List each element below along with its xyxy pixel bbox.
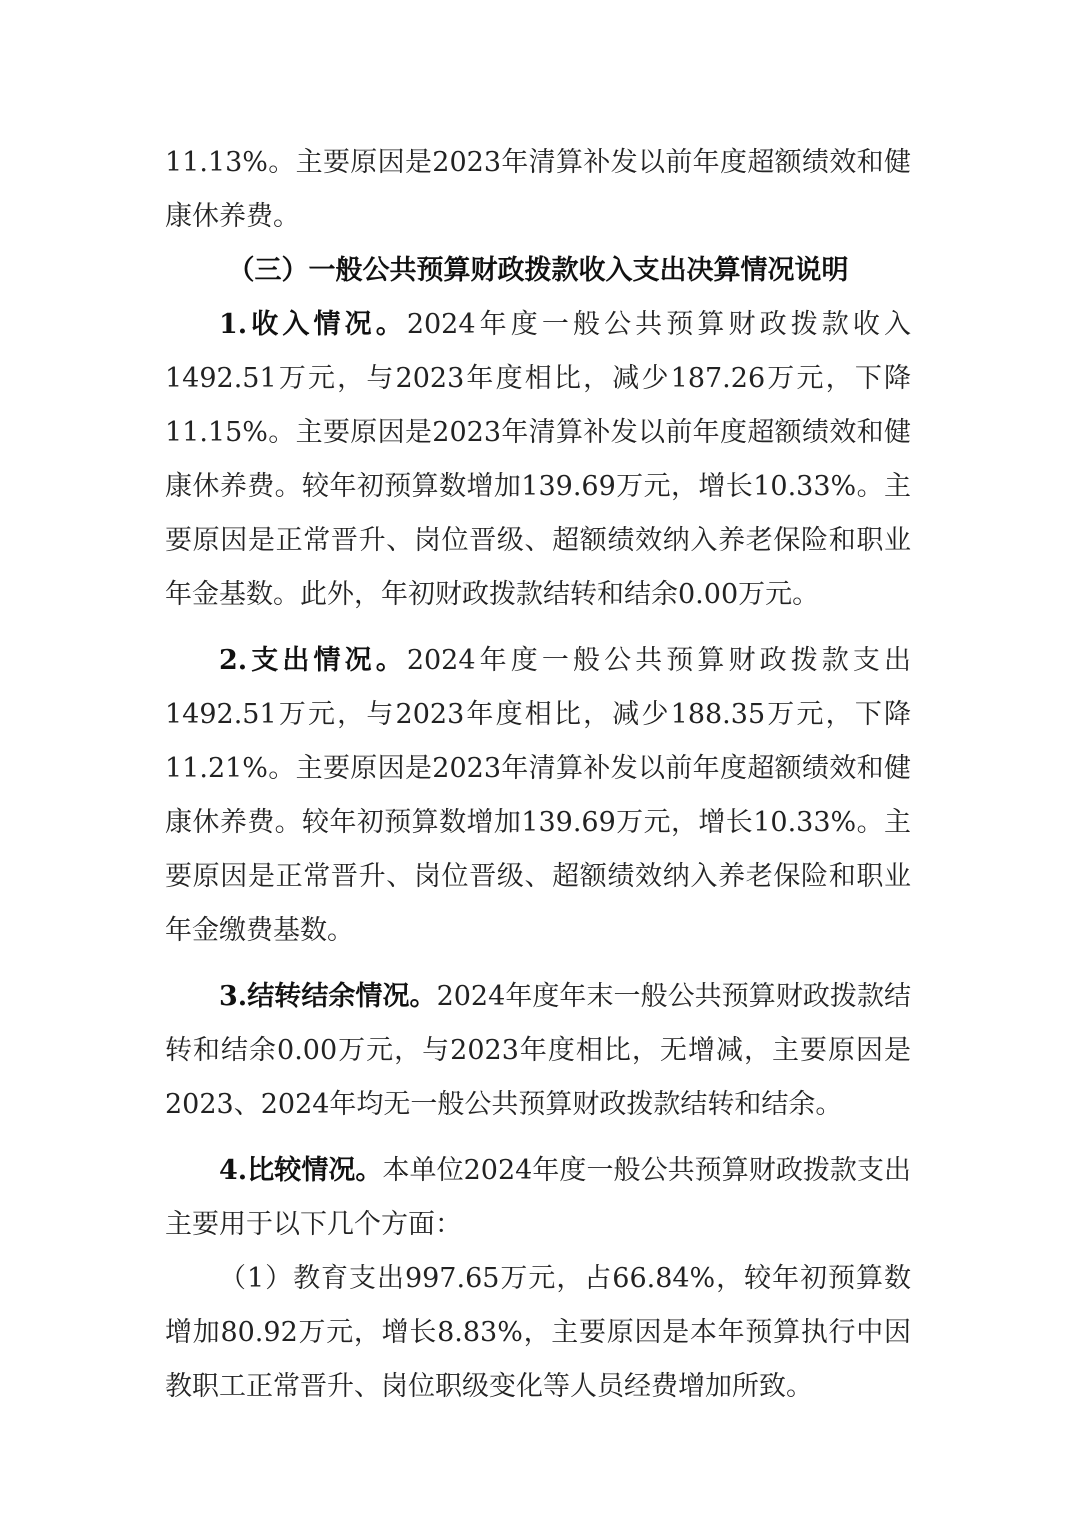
paragraph-income [165, 298, 911, 622]
income-body: 2024年度一般公共预算财政拨款收入1492.51万元，与2023年度相比，减少187.26万元，下降11.15%。主要原因是2023年清算补发以前年度超额绩效和健康休养费。较年初预算数增加139.69万元，增长10.33%。主要原因是正常晋升、岗位晋级、超额绩效纳入养老保险和职业年金基数。此外，年初财政拨款结转和结余0.00万元。 [165, 309, 912, 610]
comparison-lead: 4.比较情况。 [219, 1155, 383, 1186]
comparison-body: 本单位2024年度一般公共预算财政拨款支出主要用于以下几个方面： [165, 1155, 912, 1240]
paragraph-continuation: 11.13%。主要原因是2023年清算补发以前年度超额绩效和健康休养费。 [165, 147, 911, 232]
paragraph-comparison [165, 1144, 911, 1252]
document-body [165, 136, 911, 1414]
paragraph-expense [165, 634, 911, 958]
carryover-body: 2024年度年末一般公共预算财政拨款结转和结余0.00万元，与2023年度相比，无增减，主要原因是2023、2024年均无一般公共预算财政拨款结转和结余。 [165, 981, 912, 1120]
carryover-lead: 3.结转结余情况。 [219, 981, 437, 1012]
income-lead: 1.收入情况。 [219, 309, 407, 340]
paragraph-carryover [165, 970, 911, 1132]
expense-lead: 2.支出情况。 [219, 645, 407, 676]
expense-body: 2024年度一般公共预算财政拨款支出1492.51万元，与2023年度相比，减少188.35万元，下降11.21%。主要原因是2023年清算补发以前年度超额绩效和健康休养费。较年初预算数增加139.69万元，增长10.33%。主要原因是正常晋升、岗位晋级、超额绩效纳入养老保险和职业年金缴费基数。 [165, 645, 912, 946]
section-heading: （三）一般公共预算财政拨款收入支出决算情况说明 [227, 255, 849, 286]
paragraph-item-1: （1）教育支出997.65万元，占66.84%，较年初预算数增加80.92万元，增长8.83%，主要原因是本年预算执行中因教职工正常晋升、岗位职级变化等人员经费增加所致。 [165, 1263, 911, 1402]
